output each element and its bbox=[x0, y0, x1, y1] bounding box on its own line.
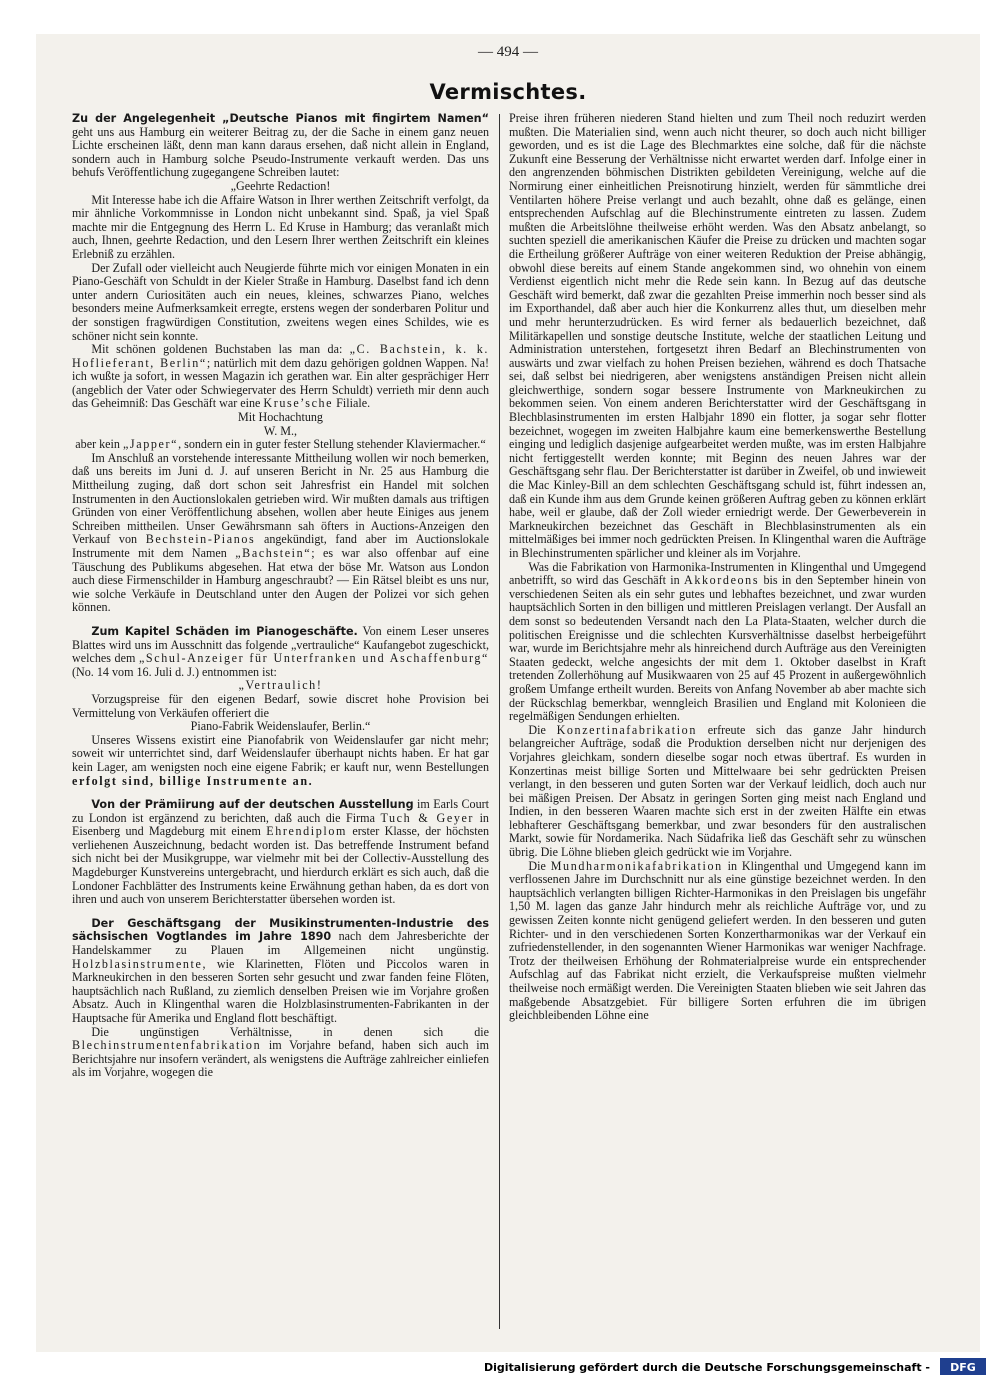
paragraph: Die Mundharmonikafabrikation in Klingenthal und Umgegend kann im verflossenen Jahre im Durchschnitt nur als eine günstige bezeichnet werden. In den hauptsächlich verlangten billigen Richter-Harmonikas in den Preislagen bis ungefähr 1,50 M. lagen das ganze Jahr hindurch mehr als reichliche Aufträge vor, und zu gewissen Zeiten konnte nicht genügend geliefert werden. In den besseren und guten Richter- und in den verschiedenen Sorten Konzertharmonikas war der Verkauf ein zufriedenstellender, in den sogenannten Wiener Harmonikas war weniger Nachfrage. Trotz der theilweisen Erhöhung der Rohmaterialpreise wurde ein entsprechender Aufschlag auf das Fabrikat nicht erzielt, die Verkaufspreise mußten vielmehr theilweise noch ermäßigt werden. Die Vereinigten Staaten blieben wie seit Jahren das maßgebende Absatzgebiet. Für billigere Sorten erfuhren die im übrigen gleichbleibenden Löhne eine bbox=[509, 858, 926, 1023]
article-heading: Zu der Angelegenheit „Deutsche Pianos mit fingirtem Namen“ bbox=[72, 112, 489, 125]
page-number: — 494 — bbox=[478, 44, 538, 60]
letter-closing: Mit Hochachtung bbox=[238, 410, 323, 425]
paragraph: Preise ihren früheren niederen Stand hielten und zum Theil noch reduzirt werden mußten. Die Materialien sind, wenn auch nicht theurer, so doch auch nicht billiger geworden, und es ist die Lage des Blechmarktes eine solche, daß für die nächste Zukunft eine Besserung der Verhältnisse nicht erwartet werden darf. Infolge einer in den angrenzenden böhmischen Distrikten gebildeten Vereinigung, welche auf die Normirung einer einheitlichen Preisnotirung hinzielt, werden für sämmtliche drei Ventilarten höhere Preise verlangt und auch bezahlt, ohne daß es gelänge, einen entsprechenden Aufschlag auf die Blechinstrumente eintreten zu lassen. Zudem mußten die Arbeitslöhne theilweise erhöht werden. Was den Absatz anbelangt, so suchten speziell die amerikanischen Käufer die Preise zu drücken und machten sogar die Ertheilung größerer Aufträge von einer weiteren Reduktion der Preise abhängig, obwohl diese bereits auf einem Stande angekommen sind, wo ohnehin von einem Verdienst eigentlich nicht mehr die Rede sein kann. In Bezug auf das deutsche Geschäft wird bemerkt, daß zwar die gezahlten Preise immerhin noch besser sind als im Exporthandel, daß aber auch hier die Konkurrenz alles thut, um dieselben mehr und mehr herunterzudrücken. Es wird ferner als bedauerlich bezeichnet, daß Militärkapellen und sonstige deutsche Institute, welche der staatlichen Leitung und Administration unterstehen, fortgesetzt ihren Bedarf an Blechinstrumenten von auswärts und zwar vielfach zu hohen Preisen beziehen, während es doch Thatsache sei, daß selbst bei niedrigeren, aber wenigstens anständigen Preisen nicht allein gleichwerthige, sondern sogar bessere Instrumente von Markneukirchen zu bekommen seien. Von einem anderen Berichterstatter wird der Geschäftsgang in Blechblasinstrumenten im ersten Halbjahr 1890 ein flotter, ja sogar sehr flotter bezeichnet, wogegen im zweiten Halbjahre kaum eine bemerkenswerthe Bestellung einging und lediglich dasjenige aufgearbeitet werden mußte, was im ersten Halbjahre nicht fertiggestellt werden konnte; mit Beginn des neuen Jahres war der Geschäftsgang sehr flau. Der Berichterstatter ist darüber in Zweifel, ob und inwieweit die Mac Kinley-Bill an dem schlechten Geschäftsgang schuld ist, führt indessen an, daß ein Kunde ihm aus dem Grunde keinen größeren Auftrag geben zu können erklärt habe, weil er glaube, daß der Zoll wieder erniedrigt werde. Der Gewerbeverein in Markneukirchen bezeichnet das Geschäft in Blechblasinstrumenten als ein mittelmäßiges bei immer noch gedrückten Preisen. In Klingenthal waren die Aufträge in Blechinstrumenten spärlicher und kleiner als im Vorjahre. bbox=[509, 112, 926, 560]
left-column bbox=[72, 112, 489, 1330]
article-praemiirung: Von der Prämiirung auf der deutschen Ausstellung im Earls Court zu London ist ergänzend zu berichten, daß auch die Firma Tuch & Geyer in Eisenberg und Magdeburg mit einem Ehrendiplom erster Klasse, der höchsten verliehenen Auszeichnung, bedacht worden ist. Das betreffende Instrument befand sich nicht bei der Musikgruppe, war vielmehr mit bei der Collectiv-Ausstellung des Magdeburger Kunstvereins untergebracht, und hierdurch erklärt es sich auch, daß die Londoner Fachblätter des Instruments keine Erwähnung gethan haben, da es dort von ihren und auch von unserem Berichterstatter übersehen worden ist. bbox=[72, 797, 489, 907]
paragraph: Unseres Wissens existirt eine Pianofabrik von Weidenslaufer gar nicht mehr; soweit wir unterrichtet sind, darf Weidenslaufer überhaupt nichts haben. Er hat gar kein Lager, am wenigsten noch eine eigene Fabrik; er kauft nur, wenn Bestellungen erfolgt sind, billige Instrumente an. bbox=[72, 732, 489, 788]
paragraph: Mit Interesse habe ich die Affaire Watson in Ihrer werthen Zeitschrift verfolgt, da mir ähnliche Vorkommnisse in London nicht unbekannt sind. Spaß, ja viel Spaß machte mir die Entgegnung des Herrn L. Ed Kruse in Hamburg; das veranlaßt mich auch, Ihnen, geehrte Redaction, und den Lesern Ihrer werthen Zeitschrift ein kleines Erlebniß zu erzählen. bbox=[72, 192, 489, 261]
article-deutsche-pianos-intro: Zu der Angelegenheit „Deutsche Pianos mit fingirtem Namen“ geht uns aus Hamburg ein weiterer Beitrag zu, der die Sache in einem ganz neuen Lichte erscheinen läßt, denn man kann daraus ersehen, daß nicht allein in England, sondern auch in Hamburg solche Pseudo-Instrumente verkauft werden. Das uns behufs Veröffentlichung zugegangene Schreiben lautet: bbox=[72, 112, 489, 180]
letter-signature-note: aber kein „Japper“, sondern ein in guter fester Stellung stehender Klaviermacher.“ bbox=[75, 437, 486, 452]
article-heading: Zum Kapitel Schäden im Pianogeschäfte. bbox=[91, 624, 358, 638]
article-pianogeschaefte: Zum Kapitel Schäden im Pianogeschäfte. Von einem Leser unseres Blattes wird uns im Ausschnitt das folgende „vertrauliche“ Kaufangebot zugeschickt, welches dem „Schul-Anzeiger für Unterfranken und Aschaffenburg“ (No. 14 vom 16. Juli d. J.) entnommen ist: bbox=[72, 623, 489, 679]
article-heading: Der Geschäftsgang der Musikinstrumenten-Industrie des sächsischen Vogtlandes im Jahre 1890 bbox=[72, 916, 489, 944]
paragraph: Im Anschluß an vorstehende interessante Mittheilung wollen wir noch bemerken, daß uns bereits im Juni d. J. auf unseren Bericht in Nr. 25 aus Hamburg die Mittheilung zuging, daß dort schon seit Jahresfrist ein Handel mit solchen Instrumenten in den Auctionslokalen getrieben wird. Wir mußten damals aus triftigen Gründen von einer Veröffentlichung absehen, wollen aber heute Einiges aus jenem Schreiben mittheilen. Unser Gewährsmann sah öfters in Auctions-Anzeigen den Verkauf von Bechstein-Pianos angekündigt, fand aber im Auctionslokale Instrumente mit dem Namen „Bachstein“; es war also offenbar auf eine Täuschung des Publikums abgesehen. Hat etwa der böse Mr. Watson aus London auch diese Firmenschilder in Hamburg angeschraubt? — Ein Rätsel bleibt es uns nur, wie solche Verkäufe in Deutschland unter den Augen der Polizei vor sich gehen können. bbox=[72, 450, 489, 615]
digitization-credit: Digitalisierung gefördert durch die Deutsche Forschungsgemeinschaft - bbox=[483, 1361, 930, 1374]
article-heading: Von der Prämiirung auf der deutschen Ausstellung bbox=[91, 798, 414, 812]
advert-line: Piano-Fabrik Weidenslaufer, Berlin.“ bbox=[190, 719, 371, 734]
section-title: Vermischtes. bbox=[429, 80, 587, 104]
paragraph: Der Zufall oder vielleicht auch Neugierde führte mich vor einigen Monaten in ein Piano-Geschäft von Schuldt in der Kieler Straße in Hamburg. Daselbst fand ich denn unter andern Curiositäten auch ein neues, kleines, schwarzes Piano, welches besonders meine Aufmerksamkeit erregte, erstens wegen der sonderbaren Politur und der sonstigen fragwürdigen Constitution, zweitens wegen eines Schildes, wie es schöner nicht sein konnte. bbox=[72, 260, 489, 343]
advert-line: „Vertraulich! bbox=[238, 678, 323, 693]
paragraph: Die Konzertinafabrikation erfreute sich das ganze Jahr hindurch belangreicher Aufträge, sodaß die Produktion derselben nicht nur derjenigen des Vorjahres gleichkam, sondern dieselbe sogar noch etwas übertraf. Es wurden in Konzertinas meist billige Sorten und Mittelwaare bei sehr gedrückten Preisen verlangt, in den besseren und guten Sorten war der Verkauf leidlich, doch auch nur bei mäßigen Preisen. Der Absatz in geringen Sorten ging meist nach England und Indien, in den besseren Waaren machte sich erst in der zweiten Hälfte ein etwas lebhafterer Geschäftsgang bemerkbar, und zwar besonders für den australischen Markt, sowie für Nordamerika. Nach Südafrika ließ das Geschäft sehr zu wünschen übrig. Die Löhne blieben gleich gedrückt wie im Vorjahre. bbox=[509, 722, 926, 860]
advert-line: Vorzugspreise für den eigenen Bedarf, sowie discret hohe Provision bei Vermittelung von Verkäufen offeriert die bbox=[72, 691, 489, 720]
paragraph: Die ungünstigen Verhältnisse, in denen sich die Blechinstrumentenfabrikation im Vorjahre befand, haben sich auch im Berichtsjahre nur insofern verändert, als wenigstens die Aufträge zahlreicher einliefen als im Vorjahre, wogegen die bbox=[72, 1024, 489, 1080]
letter-salutation: „Geehrte Redaction! bbox=[230, 178, 331, 193]
scanned-page bbox=[36, 34, 980, 1352]
column-divider bbox=[499, 114, 500, 1329]
letter-signature: W. M., bbox=[263, 423, 298, 438]
paragraph: Mit schönen goldenen Buchstaben las man da: „C. Bachstein, k. k. Hoflieferant, Berlin“; natürlich mit dem dazu gehörigen goldnen Wappen. Na! ich wußte ja sofort, in wessen Magazin ich gerathen war. Ein alter gesprächiger Herr (angeblich der Vater oder Schwiegervater des Herrn Schuldt) verrieth mir denn auch das Geheimniß: Das Geschäft war eine Kruse’sche Filiale. bbox=[72, 342, 489, 411]
article-geschaeftsgang: Der Geschäftsgang der Musikinstrumenten-Industrie des sächsischen Vogtlandes im Jahre 1890 nach dem Jahresberichte der Handelskammer zu Plauen im Allgemeinen nicht ungünstig. Holzblasinstrumente, wie Klarinetten, Flöten und Piccolos waren in Markneukirchen in den besseren Sorten sehr gesucht und zwar fanden feine Flöten, hauptsächlich nach Rußland, zu ziemlich denselben Preisen wie im Vorjahre großen Absatz. Auch in Klingenthal waren die Holzblasinstrumenten-Fabrikanten in der Hauptsache für Amerika und England flott beschäftigt. bbox=[72, 916, 489, 1025]
right-column bbox=[509, 112, 926, 1330]
paragraph: Was die Fabrikation von Harmonika-Instrumenten in Klingenthal und Umgegend anbetrifft, so wird das Geschäft in Akkordeons bis in den September hinein von verschiedenen Seiten als ein sehr gutes und lebhaftes bezeichnet, und zwar wurden hauptsächlich Sorten in den billigen und mittleren Preislagen verlangt. Der Ausfall an dem sonst so bedeutenden Versandt nach den La Plata-Staaten, welcher durch die politischen Ereignisse und die schlechten Kursverhältnisse daselbst herbeigeführt war, wurde im Berichtsjahre mehr als hinreichend durch Aufträge aus den Vereinigten Staaten gedeckt, welche angesichts der mit dem 1. Oktober daselbst in Kraft tretenden Zollerhöhung auf Musikwaaren von 25 auf 45 Prozent in außergewöhnlich großem Umfange ertheilt wurden. Bereits von Anfang November ab aber machte sich der Rückschlag bemerkbar, wenngleich Brasilien und England mit Kolonieen die regelmäßigen Sendungen erhielten. bbox=[509, 559, 926, 724]
dfg-logo-text: DFG bbox=[950, 1361, 976, 1374]
dfg-logo bbox=[940, 1358, 986, 1375]
